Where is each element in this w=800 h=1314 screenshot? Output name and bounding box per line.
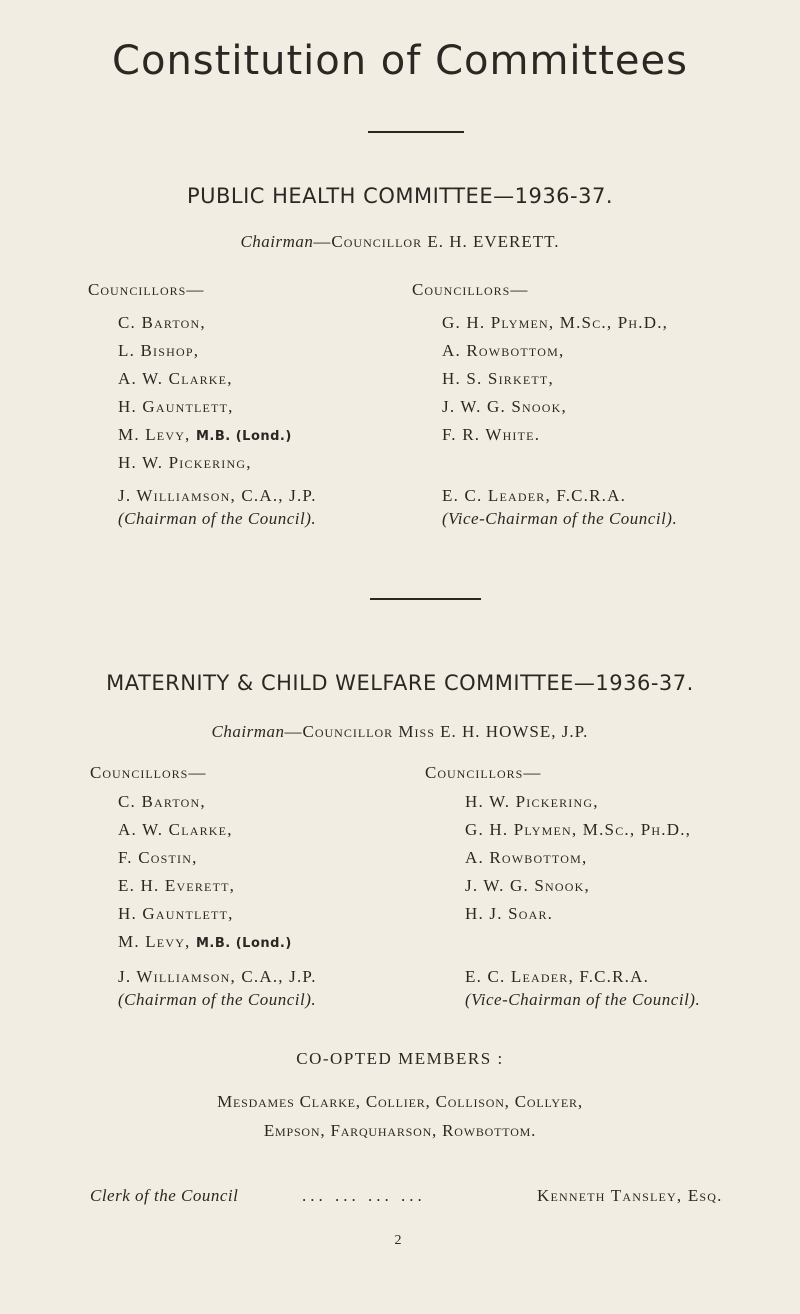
chairman-name: —Councillor E. H. EVERETT. xyxy=(313,232,560,251)
member-name: M. Levy, xyxy=(118,932,191,951)
handwritten-note: M.B. (Lond.) xyxy=(195,936,292,951)
co-opted-members-line2: Empson, Farquharson, Rowbottom. xyxy=(263,1121,537,1140)
member-levy xyxy=(118,425,292,445)
handwritten-note: M.B. (Lond.) xyxy=(195,429,292,444)
chairman-of-council-role: (Chairman of the Council). xyxy=(118,509,317,528)
member-name: C. Barton, xyxy=(118,313,206,332)
clerk-label: Clerk of the Council xyxy=(90,1186,239,1205)
member-name: A. Rowbottom, xyxy=(465,848,588,867)
vice-chairman-of-council-role: (Vice-Chairman of the Council). xyxy=(442,509,678,528)
member-name: F. Costin, xyxy=(118,848,198,867)
maternity-chairman xyxy=(0,722,800,742)
member-name: J. W. G. Snook, xyxy=(442,397,567,416)
vice-chairman-of-council: E. C. Leader, F.C.R.A. xyxy=(442,486,627,505)
chairman-label: Chairman xyxy=(240,232,314,251)
member-name: A. W. Clarke, xyxy=(118,369,233,388)
member-name: J. W. G. Snook, xyxy=(465,876,590,895)
page-number: 2 xyxy=(394,1233,402,1248)
public-health-right-header: Councillors— xyxy=(412,280,529,299)
chairman-of-council-role: (Chairman of the Council). xyxy=(118,990,317,1009)
public-health-left-header: Councillors— xyxy=(88,280,205,299)
maternity-left-header: Councillors— xyxy=(90,763,207,782)
member-name: C. Barton, xyxy=(118,792,206,811)
chairman-of-council: J. Williamson, C.A., J.P. xyxy=(118,486,317,505)
clerk-name: Kenneth Tansley, Esq. xyxy=(537,1186,723,1205)
chairman-label: Chairman xyxy=(211,722,285,741)
member-name: L. Bishop, xyxy=(118,341,200,360)
page-title: Constitution of Committees xyxy=(112,38,688,84)
vice-chairman-of-council-role: (Vice-Chairman of the Council). xyxy=(465,990,701,1009)
member-name: G. H. Plymen, M.Sc., Ph.D., xyxy=(442,313,669,332)
maternity-heading: MATERNITY & CHILD WELFARE COMMITTEE—1936-37. xyxy=(106,671,694,695)
co-opted-heading: CO-OPTED MEMBERS : xyxy=(296,1049,504,1068)
member-name: A. W. Clarke, xyxy=(118,820,233,839)
public-health-chairman xyxy=(0,232,800,252)
maternity-right-header: Councillors— xyxy=(425,763,542,782)
title-divider xyxy=(368,131,464,133)
member-name: F. R. White. xyxy=(442,425,541,444)
member-name: H. Gauntlett, xyxy=(118,904,234,923)
member-name: M. Levy, xyxy=(118,425,191,444)
clerk-leader-dots: ... ... ... ... xyxy=(302,1186,426,1205)
member-name: H. W. Pickering, xyxy=(465,792,599,811)
vice-chairman-of-council: E. C. Leader, F.C.R.A. xyxy=(465,967,650,986)
chairman-of-council: J. Williamson, C.A., J.P. xyxy=(118,967,317,986)
member-name: E. H. Everett, xyxy=(118,876,236,895)
public-health-heading: PUBLIC HEALTH COMMITTEE—1936-37. xyxy=(186,184,614,208)
co-opted-members-line1: Mesdames Clarke, Collier, Collison, Collyer, xyxy=(217,1092,583,1111)
member-name: A. Rowbottom, xyxy=(442,341,565,360)
chairman-name: —Councillor Miss E. H. HOWSE, J.P. xyxy=(284,722,589,741)
member-name: G. H. Plymen, M.Sc., Ph.D., xyxy=(465,820,692,839)
section-divider xyxy=(370,598,481,600)
member-levy xyxy=(118,932,292,952)
member-name: H. S. Sirkett, xyxy=(442,369,554,388)
member-name: H. W. Pickering, xyxy=(118,453,252,472)
member-name: H. Gauntlett, xyxy=(118,397,234,416)
member-name: H. J. Soar. xyxy=(465,904,554,923)
